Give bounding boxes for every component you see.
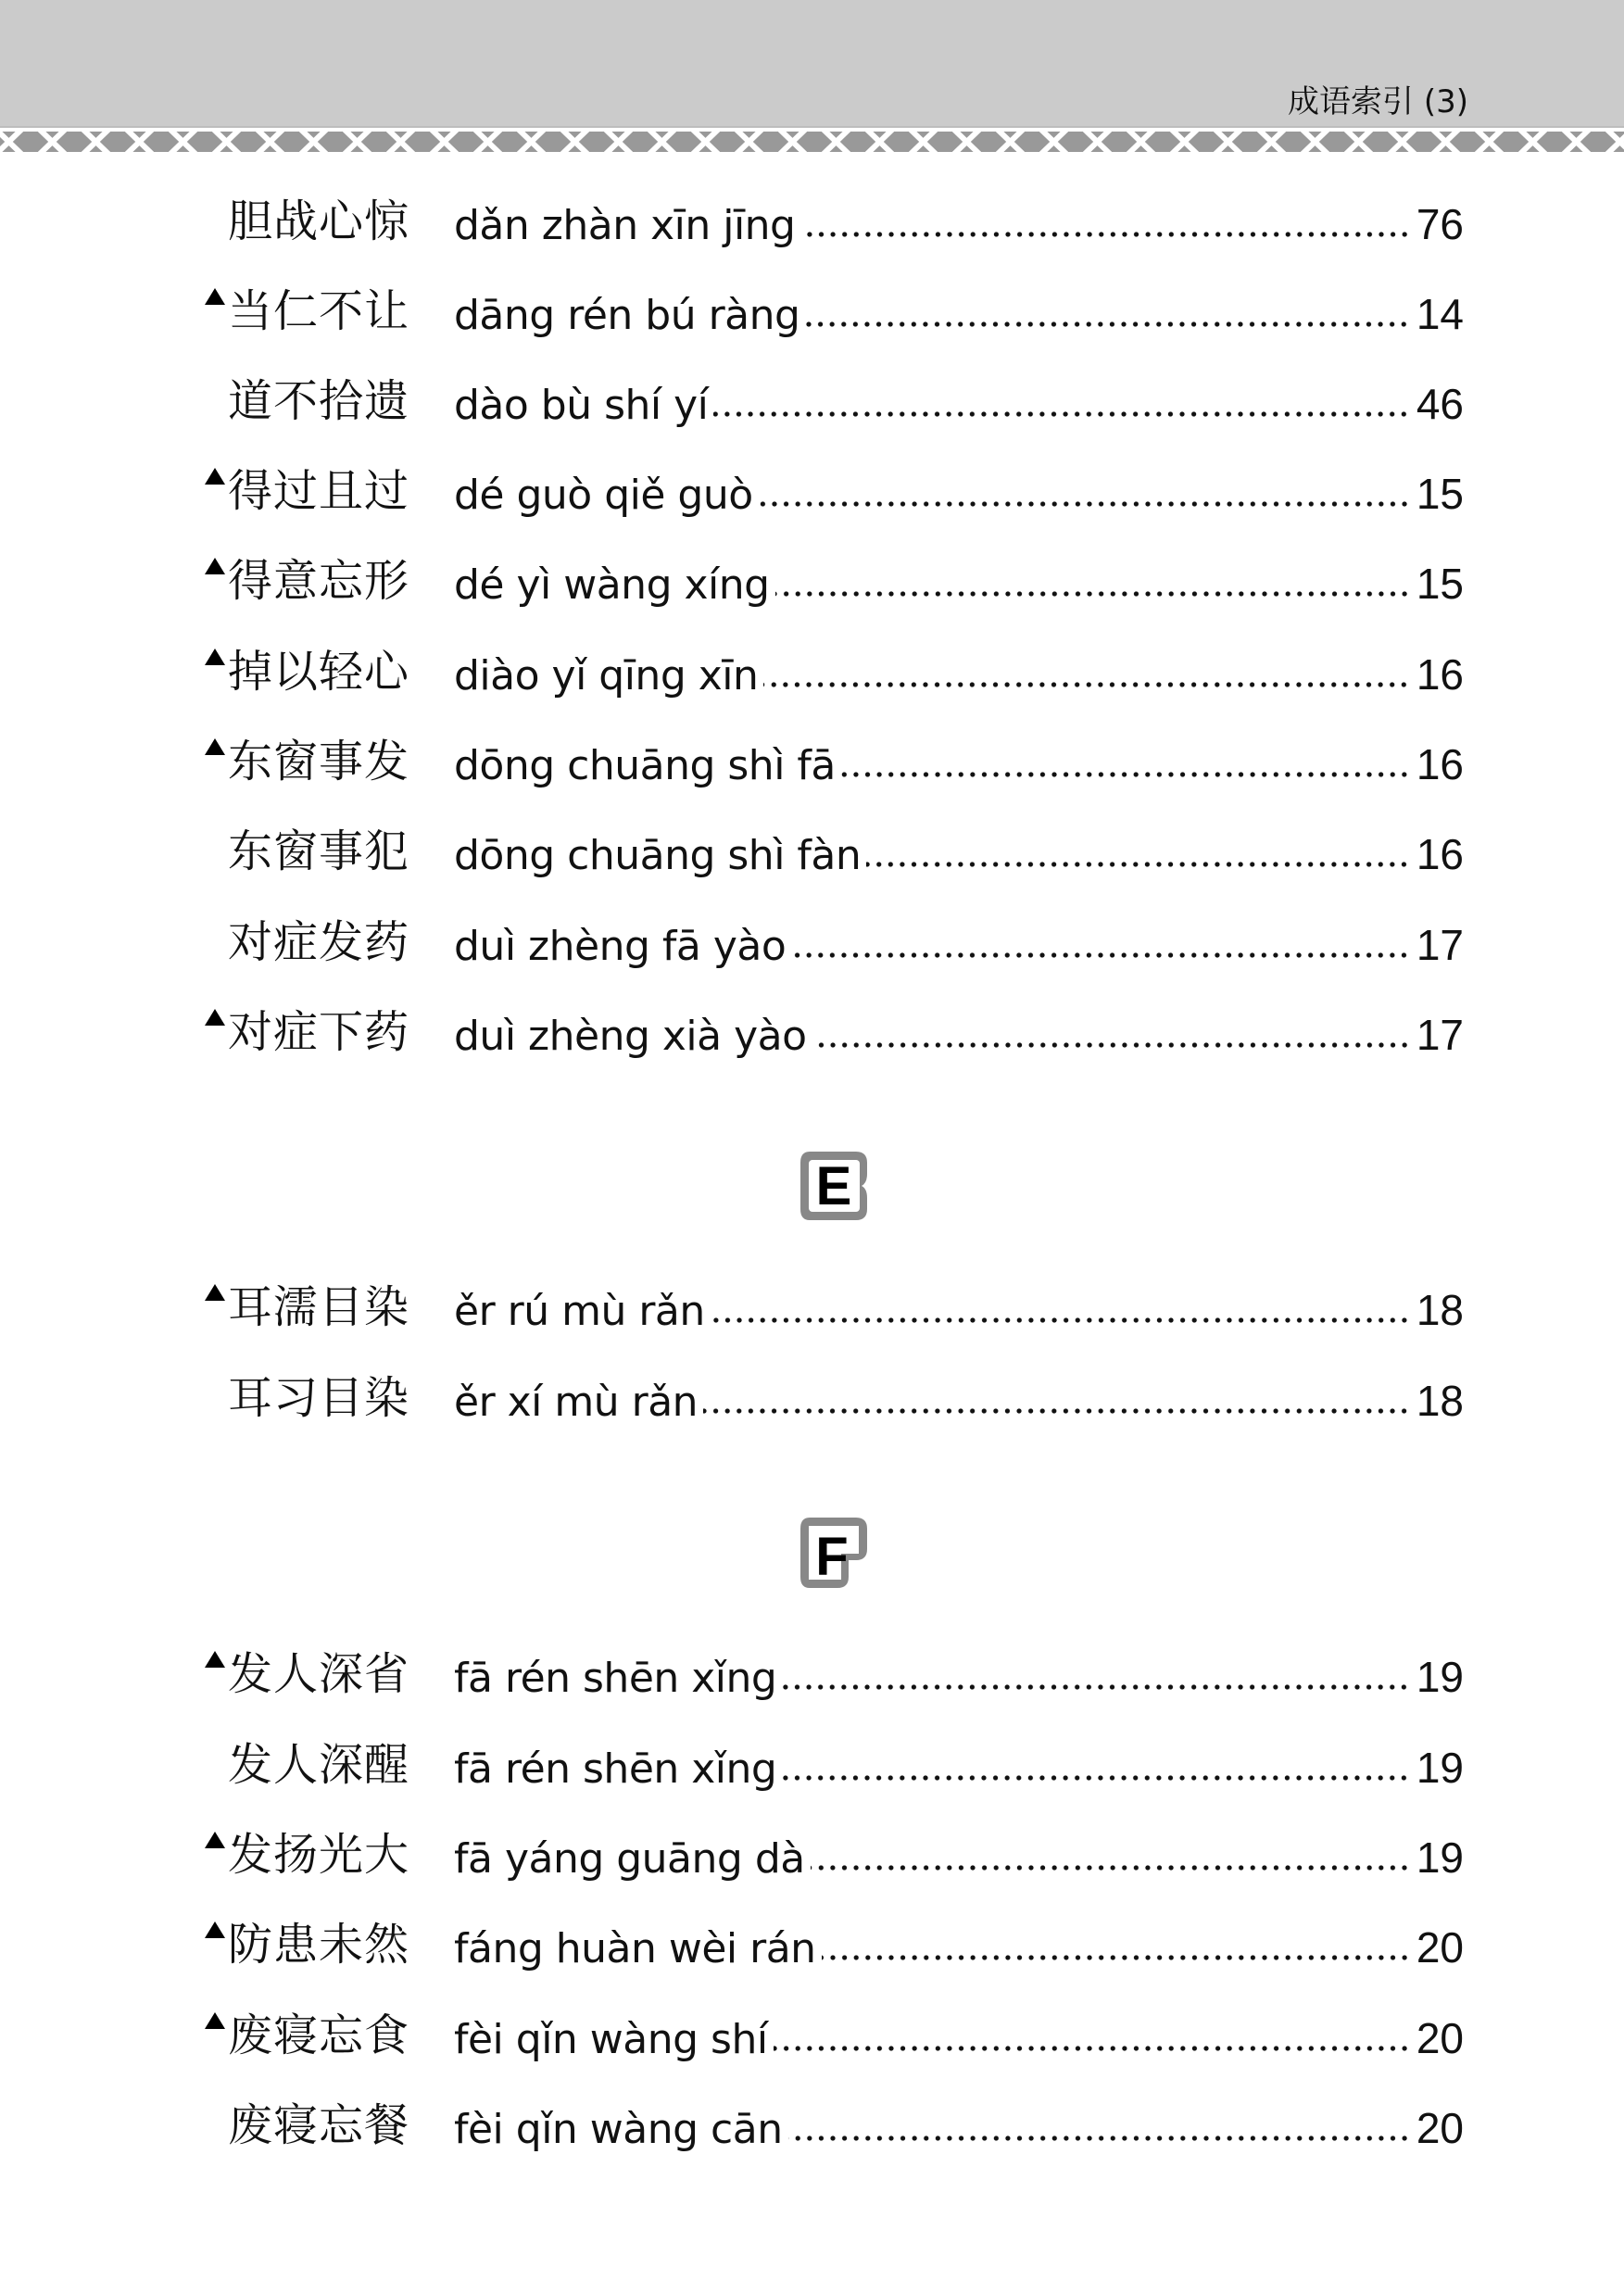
pinyin-text: duì zhèng xià yào <box>454 1013 807 1060</box>
triangle-marker-icon <box>205 1284 225 1301</box>
triangle-marker-icon <box>205 1651 225 1668</box>
triangle-marker-icon <box>205 1009 225 1026</box>
page-number: 17 <box>1416 921 1464 969</box>
pinyin-text: duì zhèng fā yào <box>454 923 787 970</box>
idiom-text: 发人深醒 <box>228 1739 410 1791</box>
page-number: 18 <box>1416 1286 1464 1334</box>
page-number: 46 <box>1416 380 1464 428</box>
header-divider <box>0 126 1624 128</box>
dot-leader <box>782 1775 1410 1781</box>
index-entry <box>0 916 1624 997</box>
page-number: 16 <box>1416 650 1464 699</box>
idiom-text: 当仁不让 <box>228 285 410 337</box>
index-entry <box>0 1006 1624 1087</box>
page-number: 20 <box>1416 2104 1464 2152</box>
dot-leader <box>841 772 1410 777</box>
page-number: 20 <box>1416 2014 1464 2062</box>
dot-leader <box>775 591 1410 597</box>
pinyin-text: fáng huàn wèi rán <box>454 1925 816 1972</box>
idiom-text: 东窗事犯 <box>228 825 410 877</box>
dot-leader <box>791 952 1410 958</box>
idiom-text: 耳习目染 <box>228 1372 410 1424</box>
page-number: 20 <box>1416 1923 1464 1972</box>
index-entry <box>0 1739 1624 1820</box>
index-entry <box>0 2010 1624 2090</box>
index-entry <box>0 195 1624 276</box>
index-entry <box>0 465 1624 546</box>
page-title: 成语索引 (3) <box>1288 83 1468 120</box>
triangle-marker-icon <box>205 738 225 755</box>
page-number: 17 <box>1416 1011 1464 1059</box>
index-entry <box>0 1648 1624 1729</box>
dot-leader <box>822 1955 1410 1960</box>
pinyin-text: fā rén shēn xǐng <box>454 1745 777 1793</box>
pinyin-text: dōng chuāng shì fā <box>454 742 836 789</box>
triangle-marker-icon <box>205 649 225 665</box>
pinyin-text: dào bù shí yí <box>454 382 709 429</box>
idiom-text: 防患未然 <box>228 1919 410 1971</box>
index-entry <box>0 646 1624 726</box>
page-number: 19 <box>1416 1833 1464 1882</box>
idiom-text: 对症发药 <box>228 916 410 968</box>
pinyin-text: dé yì wàng xíng <box>454 561 770 609</box>
pinyin-text: dāng rén bú ràng <box>454 292 800 339</box>
page-number: 76 <box>1416 200 1464 248</box>
page-number: 15 <box>1416 560 1464 608</box>
index-entry <box>0 1919 1624 1999</box>
triangle-marker-icon <box>205 468 225 485</box>
triangle-marker-icon <box>205 2012 225 2029</box>
dot-leader <box>782 1684 1410 1690</box>
pinyin-text: diào yǐ qīng xīn <box>454 652 759 699</box>
triangle-marker-icon <box>205 1921 225 1938</box>
dot-leader <box>774 2046 1410 2051</box>
dot-leader <box>866 862 1410 867</box>
page-number: 19 <box>1416 1744 1464 1792</box>
idiom-text: 发人深省 <box>228 1648 410 1700</box>
pinyin-text: fā rén shēn xǐng <box>454 1655 777 1702</box>
idiom-text: 对症下药 <box>228 1006 410 1058</box>
triangle-marker-icon <box>205 288 225 305</box>
svg-text:F: F <box>815 1527 849 1587</box>
index-entry <box>0 736 1624 816</box>
decorative-border <box>0 132 1624 152</box>
dot-leader <box>805 321 1410 327</box>
page-number: 15 <box>1416 470 1464 518</box>
page-number: 18 <box>1416 1377 1464 1425</box>
page-number: 16 <box>1416 740 1464 788</box>
section-letter-e-badge <box>797 1146 873 1226</box>
idiom-text: 东窗事发 <box>228 736 410 787</box>
index-entry <box>0 825 1624 906</box>
index-entry <box>0 375 1624 456</box>
dot-leader <box>801 232 1411 237</box>
idiom-text: 得意忘形 <box>228 555 410 607</box>
index-entry <box>0 285 1624 366</box>
dot-leader <box>812 1042 1410 1048</box>
index-entry <box>0 1281 1624 1362</box>
pinyin-text: dé guò qiě guò <box>454 472 753 519</box>
dot-leader <box>763 682 1410 687</box>
svg-text:E: E <box>815 1156 852 1216</box>
triangle-marker-icon <box>205 1832 225 1848</box>
pinyin-text: dōng chuāng shì fàn <box>454 832 862 879</box>
section-letter-f-badge <box>797 1512 873 1592</box>
idiom-text: 废寝忘食 <box>228 2010 410 2061</box>
pinyin-text: fā yáng guāng dà <box>454 1835 805 1883</box>
idiom-text: 得过且过 <box>228 465 410 517</box>
idiom-text: 胆战心惊 <box>228 195 410 247</box>
idiom-text: 废寝忘餐 <box>228 2099 410 2151</box>
page-number: 14 <box>1416 290 1464 338</box>
page-number: 19 <box>1416 1653 1464 1701</box>
index-entry <box>0 2099 1624 2180</box>
dot-leader <box>759 501 1410 507</box>
idiom-text: 掉以轻心 <box>228 646 410 698</box>
index-entry <box>0 1829 1624 1909</box>
index-entry <box>0 1372 1624 1453</box>
dot-leader <box>703 1408 1410 1414</box>
index-entry <box>0 555 1624 636</box>
pinyin-text: fèi qǐn wàng cān <box>454 2106 783 2153</box>
idiom-text: 耳濡目染 <box>228 1281 410 1333</box>
idiom-text: 发扬光大 <box>228 1829 410 1881</box>
dot-leader <box>713 411 1410 417</box>
triangle-marker-icon <box>205 558 225 574</box>
page-number: 16 <box>1416 830 1464 878</box>
idiom-text: 道不拾遗 <box>228 375 410 427</box>
dot-leader <box>811 1865 1410 1871</box>
pinyin-text: ěr rú mù rǎn <box>454 1288 705 1335</box>
pinyin-text: ěr xí mù rǎn <box>454 1379 699 1426</box>
pinyin-text: fèi qǐn wàng shí <box>454 2016 768 2063</box>
pinyin-text: dǎn zhàn xīn jīng <box>454 202 796 249</box>
dot-leader <box>788 2136 1410 2141</box>
dot-leader <box>711 1317 1410 1323</box>
